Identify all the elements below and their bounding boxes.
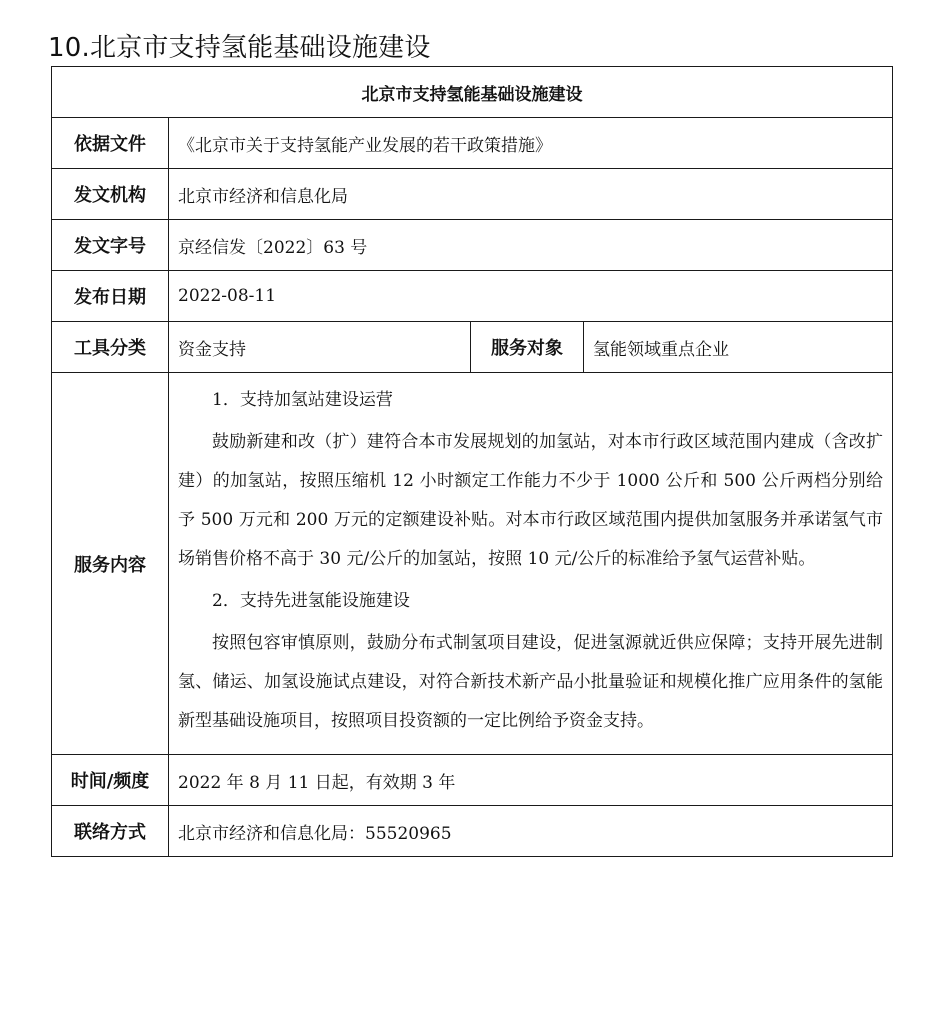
policy-table [51, 66, 893, 857]
table-title: 北京市支持氢能基础设施建设 [52, 67, 893, 118]
service-target-value: 氢能领域重点企业 [584, 322, 893, 373]
publish-date-label: 发布日期 [52, 271, 169, 322]
period-label: 时间/频度 [52, 755, 169, 806]
item-body: 鼓励新建和改（扩）建符合本市发展规划的加氢站，对本市行政区域范围内建成（含改扩建）的加氢站，按照压缩机 12 小时额定工作能力不少于 1000 公斤和 500 公斤两档分别给予 500 万元和 200 万元的定额建设补贴。对本市行政区域范围内提供加氢服务并承诺氢气市场销售价格不高于 30 元/公斤的加氢站，按照 10 元/公斤的标准给予氢气运营补贴。 [178, 432, 883, 569]
item-body: 按照包容审慎原则，鼓励分布式制氢项目建设，促进氢源就近供应保障；支持开展先进制氢、储运、加氢设施试点建设，对符合新技术新产品小批量验证和规模化推广应用条件的氢能新型基础设施项目，按照项目投资额的一定比例给予资金支持。 [178, 633, 883, 731]
table-row [52, 220, 893, 271]
publish-date-value: 2022-08-11 [169, 271, 893, 322]
contact-value: 北京市经济和信息化局：55520965 [169, 806, 893, 857]
doc-number-label: 发文字号 [52, 220, 169, 271]
section-heading: 10.北京市支持氢能基础设施建设 [48, 33, 431, 63]
item-heading: 2．支持先进氢能设施建设 [212, 591, 410, 611]
doc-number-value: 京经信发〔2022〕63 号 [169, 220, 893, 271]
tool-type-label: 工具分类 [52, 322, 169, 373]
table-row [52, 118, 893, 169]
contact-label: 联络方式 [52, 806, 169, 857]
basis-label: 依据文件 [52, 118, 169, 169]
table-row [52, 169, 893, 220]
basis-value: 《北京市关于支持氢能产业发展的若干政策措施》 [169, 118, 893, 169]
issuer-value: 北京市经济和信息化局 [169, 169, 893, 220]
table-row [52, 806, 893, 857]
table-row [52, 322, 893, 373]
tool-type-value: 资金支持 [169, 322, 471, 373]
service-target-label: 服务对象 [471, 322, 584, 373]
service-content [169, 373, 893, 755]
service-content-label: 服务内容 [52, 373, 169, 755]
table-title-row [52, 67, 893, 118]
period-value: 2022 年 8 月 11 日起，有效期 3 年 [169, 755, 893, 806]
item-heading: 1．支持加氢站建设运营 [212, 390, 393, 410]
table-row [52, 373, 893, 755]
issuer-label: 发文机构 [52, 169, 169, 220]
table-row [52, 755, 893, 806]
table-row [52, 271, 893, 322]
